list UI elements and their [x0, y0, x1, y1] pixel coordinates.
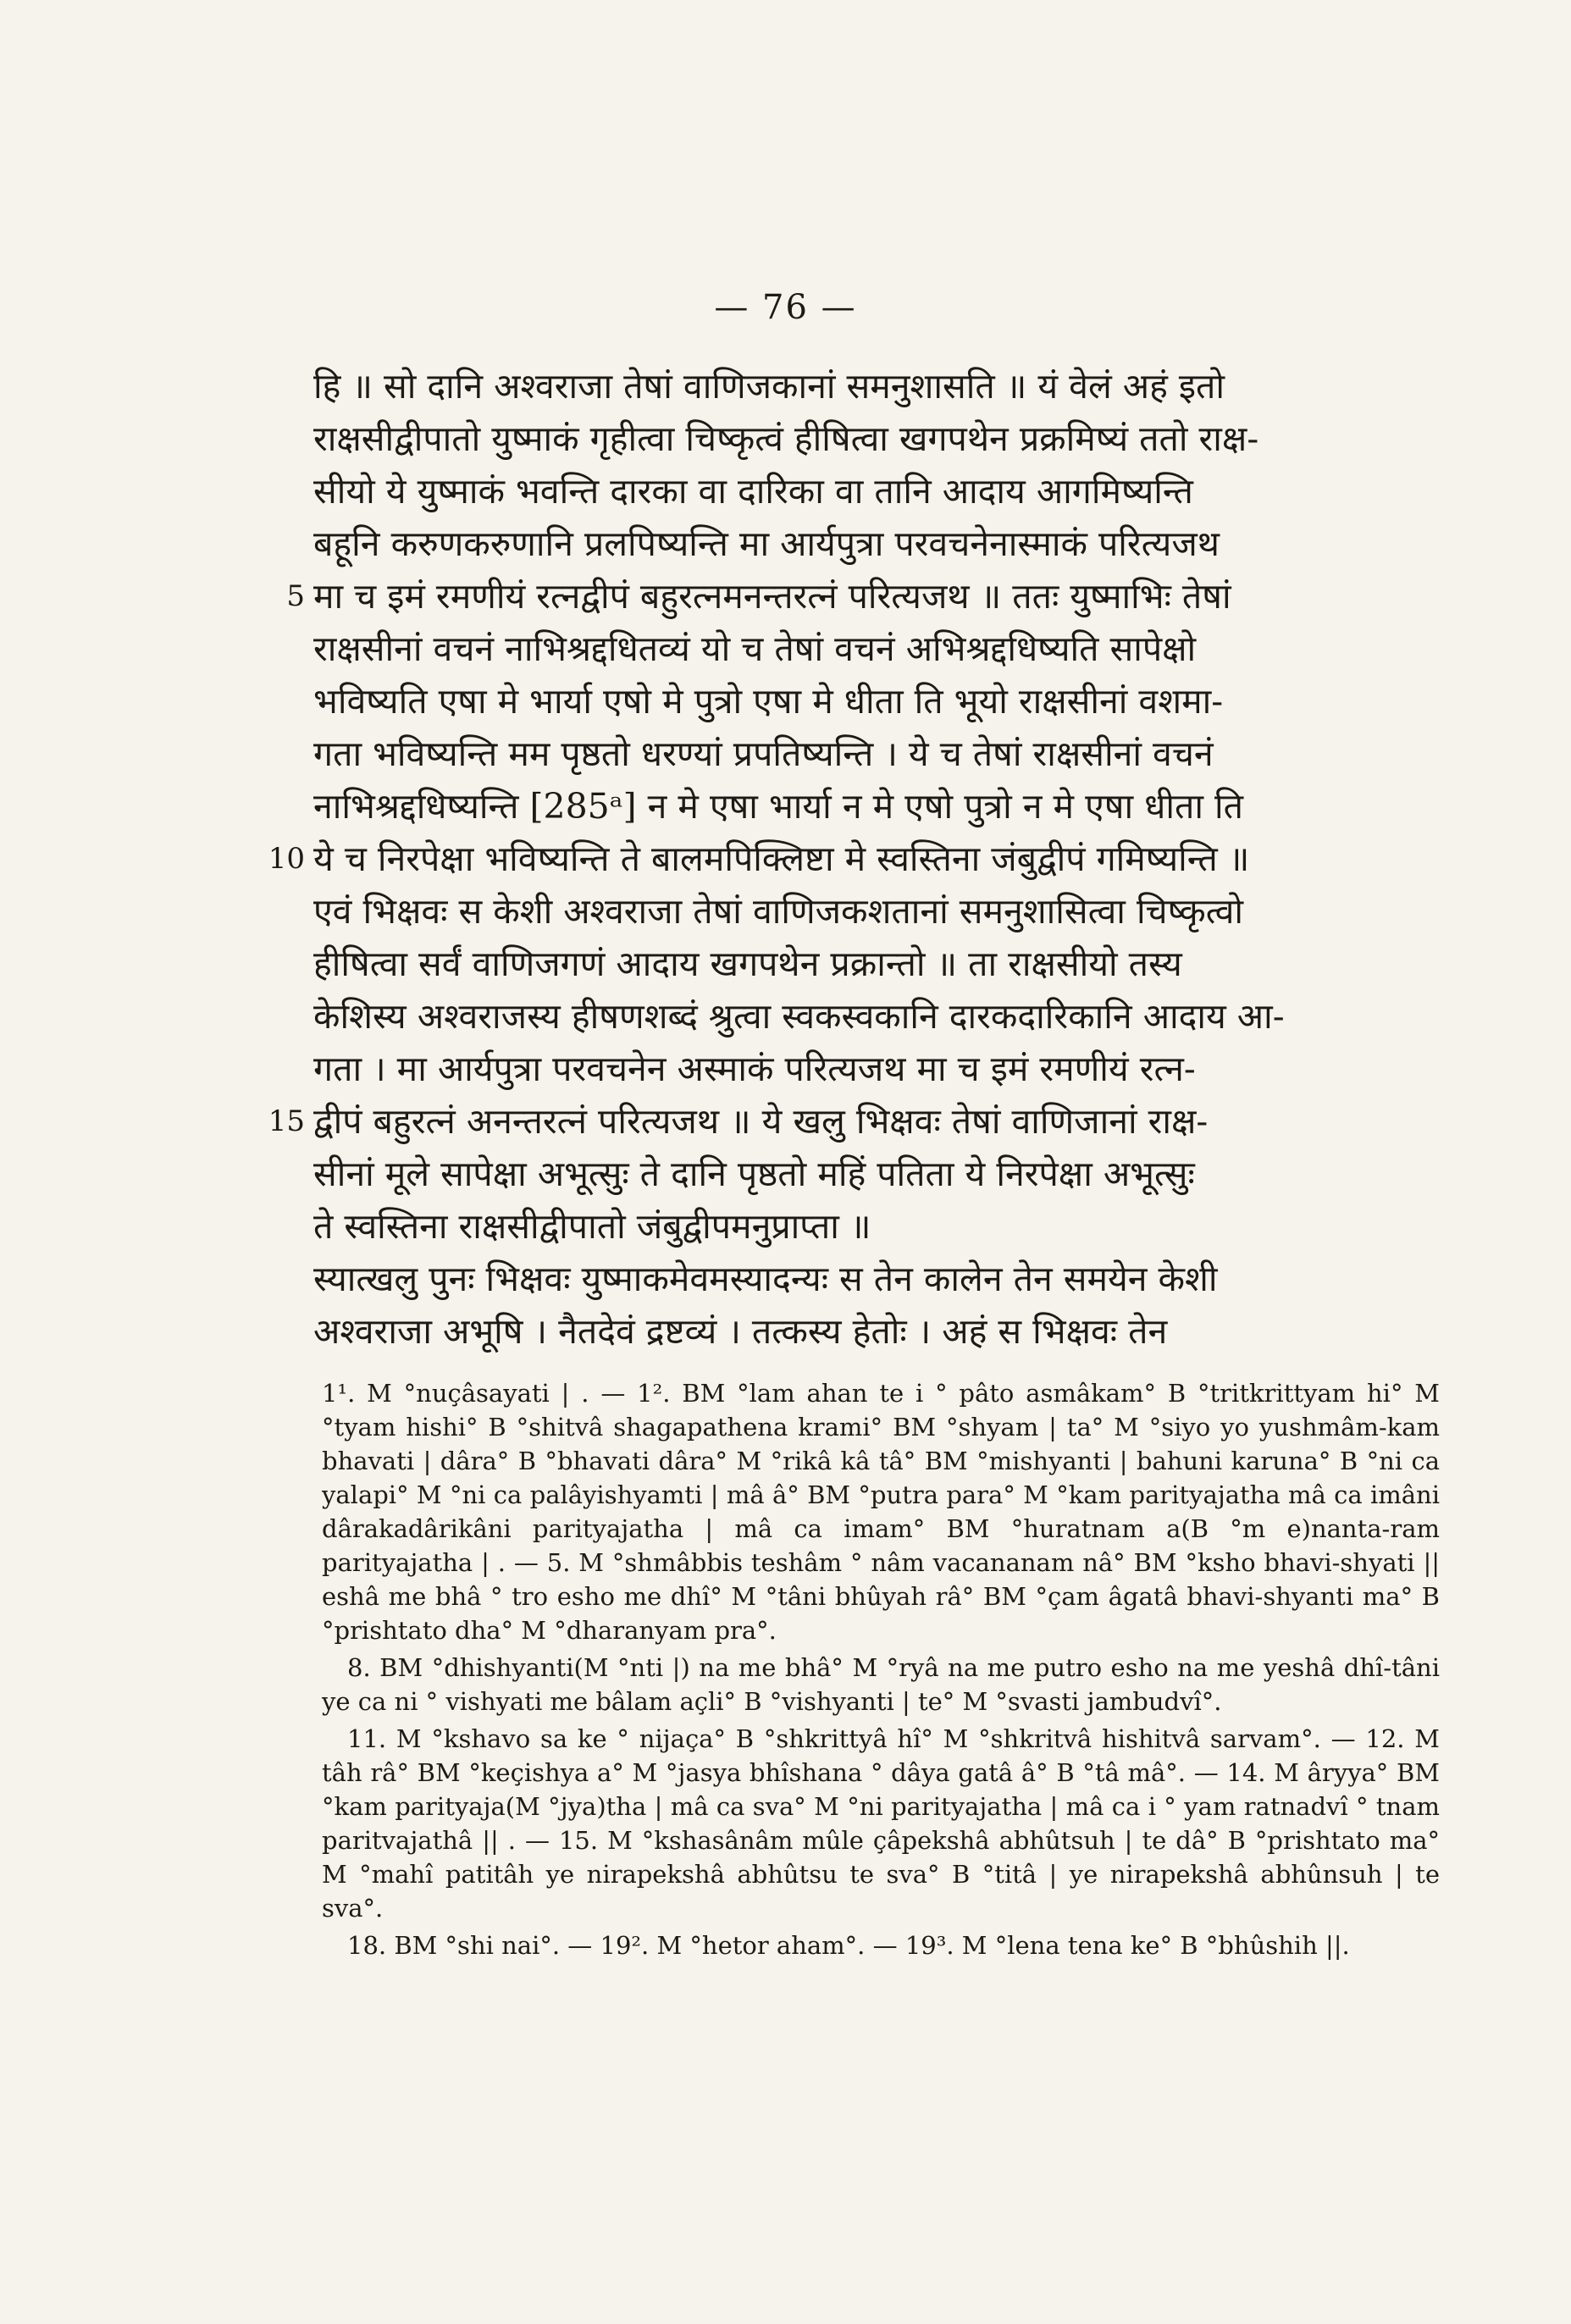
line-number: 15 [268, 1104, 305, 1138]
main-text-block [268, 360, 1431, 1358]
line-text: हीषित्वा सर्वं वाणिजगणं आदाय खगपथेन प्रक्रान्तो ॥ ता राक्षसीयो तस्य [313, 943, 1182, 984]
text-line [313, 780, 1431, 833]
text-line [313, 1148, 1431, 1200]
text-line [313, 622, 1431, 675]
text-line [313, 1043, 1431, 1095]
footnote: 8. BM °dhishyanti(M °nti |) na me bhâ° M °ryâ na me putro esho na me yeshâ dhî-tâni ye ca ni ° vishyati me bâlam açli° B °vishyanti | te° M °svasti jambudvî°. [322, 1653, 1440, 1716]
line-number: 10 [268, 842, 305, 876]
text-line [313, 465, 1431, 517]
text-line [313, 728, 1431, 780]
footnote: 11. M °kshavo sa ke ° nijaça° B °shkrittyâ hî° M °shkritvâ hishitvâ sarvam°. — 12. M tâh râ° BM °keçishya a° M °jasya bhîshana ° dâya gatâ â° B °tâ mâ°. — 14. M âryya° BM °kam parityaja(M °jya)tha | mâ ca sva° M °ni parityajatha | mâ ca i ° yam ratnadvî ° tnam paritvajathâ || . — 15. M °kshasânâm mûle çâpekshâ abhûtsuh | te dâ° B °prishtato ma° M °mahî patitâh ye nirapekshâ abhûtsu te sva° B °titâ | ye nirapekshâ abhûnsuh | te sva°. [322, 1724, 1440, 1923]
line-text: मा च इमं रमणीयं रत्नद्वीपं बहुरत्नमनन्तरत्नं परित्यजथ ॥ ततः युष्माभिः तेषां [313, 576, 1231, 617]
line-text: गता । मा आर्यपुत्रा परवचनेन अस्माकं परित्यजथ मा च इमं रमणीयं रत्न- [313, 1049, 1196, 1089]
line-text: ये च निरपेक्षा भविष्यन्ति ते बालमपिक्लिष्टा मे स्वस्तिना जंबुद्वीपं गमिष्यन्ति ॥ [313, 838, 1250, 879]
line-text: अश्वराजा अभूषि । नैतदेवं द्रष्टव्यं । तत्कस्य हेतोः । अहं स भिक्षवः तेन [313, 1311, 1168, 1352]
text-line [313, 360, 1431, 412]
line-text: ते स्वस्तिना राक्षसीद्वीपातो जंबुद्वीपमनुप्राप्ता ॥ [313, 1206, 871, 1247]
text-line [313, 990, 1431, 1043]
text-line [313, 675, 1431, 728]
line-text: बहूनि करुणकरुणानि प्रलपिष्यन्ति मा आर्यपुत्रा परवचनेनास्माकं परित्यजथ [313, 523, 1220, 564]
page-number: — 76 — [714, 288, 857, 327]
text-line [313, 1200, 1431, 1253]
footnotes-block [322, 1376, 1440, 1966]
text-line [268, 833, 1431, 885]
line-text: नाभिश्रद्दधिष्यन्ति [285ᵃ] न मे एषा भार्या न मे एषो पुत्रो न मे एषा धीता ति [313, 786, 1243, 827]
text-line [313, 885, 1431, 938]
line-text: सीनां मूले सापेक्षा अभूत्सुः ते दानि पृष्ठतो महिं पतिता ये निरपेक्षा अभूत्सुः [313, 1154, 1195, 1194]
line-text: गता भविष्यन्ति मम पृष्ठतो धरण्यां प्रपतिष्यन्ति । ये च तेषां राक्षसीनां वचनं [313, 733, 1214, 774]
text-line [313, 412, 1431, 465]
text-line [286, 570, 1431, 622]
line-text: भविष्यति एषा मे भार्या एषो मे पुत्रो एषा मे धीता ति भूयो राक्षसीनां वशमा- [313, 681, 1224, 722]
line-number: 5 [286, 579, 305, 613]
line-text: राक्षसीनां वचनं नाभिश्रद्दधितव्यं यो च तेषां वचनं अभिश्रद्दधिष्यति सापेक्षो [313, 628, 1197, 669]
footnote: 18. BM °shi nai°. — 19². M °hetor aham°. — 19³. M °lena tena ke° B °bhûshih ||. [347, 1931, 1350, 1960]
line-text: केशिस्य अश्वराजस्य हीषणशब्दं श्रुत्वा स्वकस्वकानि दारकदारिकानि आदाय आ- [313, 996, 1285, 1037]
text-line [268, 1095, 1431, 1148]
line-text: राक्षसीद्वीपातो युष्माकं गृहीत्वा चिष्कृत्वं हीषित्वा खगपथेन प्रक्रमिष्यं ततो राक्ष- [313, 418, 1259, 459]
line-text: द्वीपं बहुरत्नं अनन्तरत्नं परित्यजथ ॥ ये खलु भिक्षवः तेषां वाणिजानां राक्ष- [313, 1101, 1209, 1142]
line-text: सीयो ये युष्माकं भवन्ति दारका वा दारिका वा तानि आदाय आगमिष्यन्ति [313, 471, 1193, 512]
line-text: एवं भिक्षवः स केशी अश्वराजा तेषां वाणिजकशतानां समनुशासित्वा चिष्कृत्वो [313, 891, 1244, 932]
line-text: स्यात्खलु पुनः भिक्षवः युष्माकमेवमस्यादन्यः स तेन कालेन तेन समयेन केशी [313, 1259, 1218, 1299]
text-line [313, 1305, 1431, 1358]
text-line [313, 1253, 1431, 1305]
text-line [313, 938, 1431, 990]
text-line [313, 517, 1431, 570]
footnote: 1¹. M °nuçâsayati | . — 1². BM °lam ahan te i ° pâto asmâkam° B °tritkrittyam hi° M °tyam hishi° B °shitvâ shagapathena krami° BM °shyam | ta° M °siyo yo yushmâm-kam bhavati | dâra° B °bhavati dâra° M °rikâ kâ tâ° BM °mishyanti | bahuni karuna° B °ni ca yalapi° M °ni ca palâyishyamti | mâ â° BM °putra para° M °kam parityajatha mâ ca imâni dârakadârikâni parityajatha | mâ ca imam° BM °huratnam a(B °m e)nanta-ram parityajatha | . — 5. M °shmâbbis teshâm ° nâm vacananam nâ° BM °ksho bhavi-shyati || eshâ me bhâ ° tro esho me dhî° M °tâni bhûyah râ° BM °çam âgatâ bhavi-shyanti ma° B °prishtato dha° M °dharanyam pra°. [322, 1379, 1440, 1645]
line-text: हि ॥ सो दानि अश्वराजा तेषां वाणिजकानां समनुशासति ॥ यं वेलं अहं इतो [313, 366, 1225, 407]
